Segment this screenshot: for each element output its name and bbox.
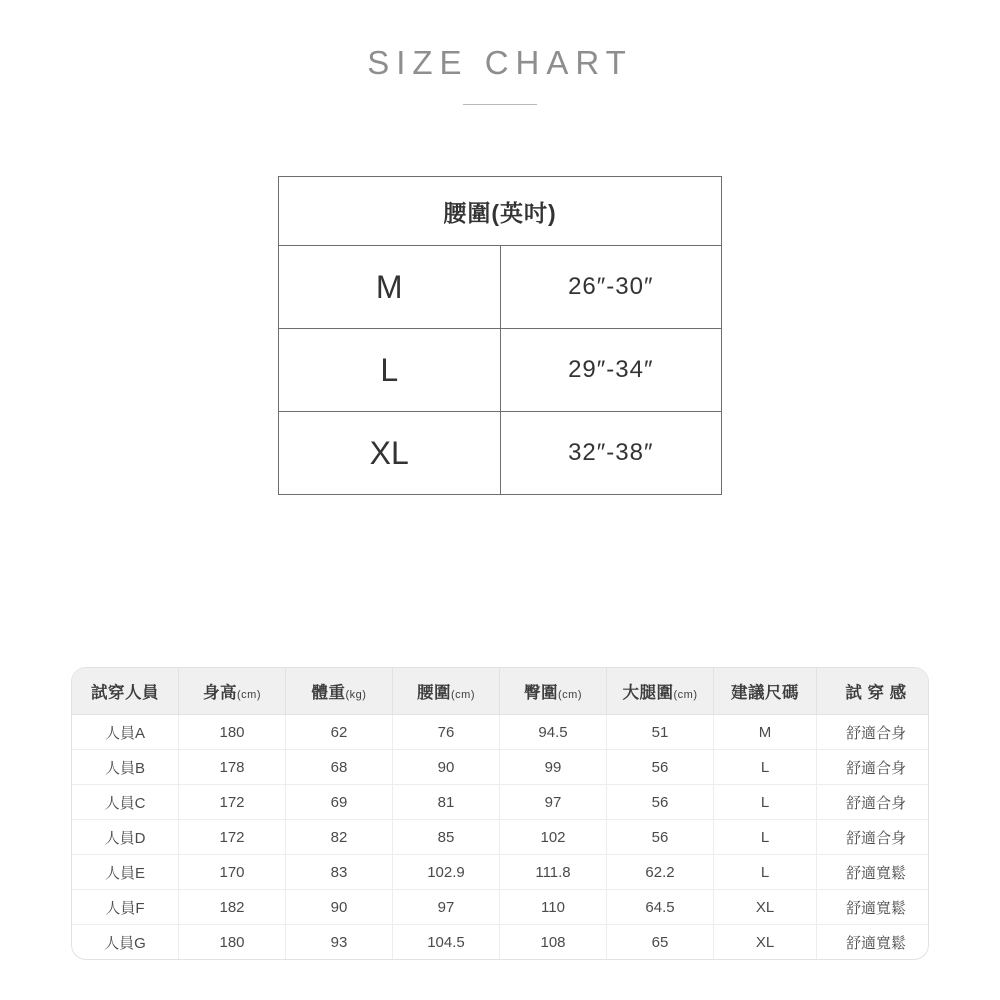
cell-size: L	[714, 855, 817, 890]
cell-weight: 90	[286, 890, 393, 925]
fitting-reference-table	[72, 668, 928, 959]
cell-hip: 97	[500, 785, 607, 820]
cell-feel: 舒適合身	[817, 785, 929, 820]
cell-height: 180	[179, 715, 286, 750]
cell-person: 人員B	[72, 750, 179, 785]
column-header-recommended-size: 建議尺碼	[714, 668, 817, 715]
cell-weight: 82	[286, 820, 393, 855]
size-range-l: 29″-34″	[500, 329, 722, 412]
cell-thigh: 56	[607, 820, 714, 855]
title-divider	[463, 104, 537, 105]
table-row	[72, 785, 928, 820]
cell-height: 180	[179, 925, 286, 960]
cell-size: L	[714, 750, 817, 785]
cell-person: 人員C	[72, 785, 179, 820]
cell-waist: 90	[393, 750, 500, 785]
cell-person: 人員F	[72, 890, 179, 925]
cell-hip: 110	[500, 890, 607, 925]
cell-hip: 102	[500, 820, 607, 855]
cell-person: 人員A	[72, 715, 179, 750]
column-header-person: 試穿人員	[72, 668, 179, 715]
column-header-waist: 腰圍(cm)	[393, 668, 500, 715]
cell-waist: 104.5	[393, 925, 500, 960]
cell-waist: 85	[393, 820, 500, 855]
cell-height: 182	[179, 890, 286, 925]
cell-thigh: 56	[607, 785, 714, 820]
cell-hip: 111.8	[500, 855, 607, 890]
cell-height: 172	[179, 785, 286, 820]
table-row	[72, 890, 928, 925]
cell-hip: 108	[500, 925, 607, 960]
table-row	[279, 246, 722, 329]
waist-size-table	[278, 176, 722, 495]
cell-height: 178	[179, 750, 286, 785]
cell-feel: 舒適寬鬆	[845, 934, 906, 952]
column-header-height: 身高(cm)	[179, 668, 286, 715]
cell-weight: 83	[286, 855, 393, 890]
table-row	[72, 820, 928, 855]
cell-weight: 69	[286, 785, 393, 820]
cell-person: 人員D	[72, 820, 179, 855]
cell-feel: 舒適寬鬆	[817, 890, 929, 925]
cell-thigh: 62.2	[607, 855, 714, 890]
page-title: SIZE CHART	[367, 44, 633, 81]
column-header-hip: 臀圍(cm)	[500, 668, 607, 715]
size-range-m: 26″-30″	[500, 246, 722, 329]
cell-size: L	[714, 820, 817, 855]
size-table-header: 腰圍(英吋)	[279, 177, 722, 246]
table-row	[72, 925, 928, 960]
cell-hip: 94.5	[500, 715, 607, 750]
cell-feel: 舒適合身	[817, 750, 929, 785]
cell-feel: 舒適合身	[817, 820, 929, 855]
column-header-fit-feel: 試 穿 感	[817, 668, 929, 715]
table-row	[279, 329, 722, 412]
table-row	[72, 750, 928, 785]
cell-feel: 舒適合身	[817, 715, 929, 750]
cell-waist: 81	[393, 785, 500, 820]
cell-person: 人員E	[72, 855, 179, 890]
cell-waist: 76	[393, 715, 500, 750]
table-row	[279, 177, 722, 246]
cell-size: XL	[714, 890, 817, 925]
column-header-weight: 體重(kg)	[286, 668, 393, 715]
cell-thigh: 65	[607, 925, 714, 960]
size-label-m: M	[279, 246, 501, 329]
cell-thigh: 56	[607, 750, 714, 785]
cell-size: M	[714, 715, 817, 750]
table-row	[72, 715, 928, 750]
cell-size: XL	[714, 925, 817, 960]
cell-height: 172	[179, 820, 286, 855]
table-header-row	[72, 668, 928, 715]
cell-waist: 97	[393, 890, 500, 925]
page-header	[0, 0, 1000, 105]
cell-weight: 62	[286, 715, 393, 750]
size-label-l: L	[279, 329, 501, 412]
size-range-xl: 32″-38″	[500, 412, 722, 495]
cell-person: 人員G	[72, 925, 179, 960]
cell-hip: 99	[500, 750, 607, 785]
table-row	[72, 855, 928, 890]
column-header-thigh: 大腿圍(cm)	[607, 668, 714, 715]
cell-thigh: 64.5	[607, 890, 714, 925]
cell-waist: 102.9	[393, 855, 500, 890]
cell-height: 170	[179, 855, 286, 890]
size-label-xl: XL	[279, 412, 501, 495]
cell-thigh: 51	[607, 715, 714, 750]
cell-feel: 舒適寬鬆	[817, 855, 929, 890]
cell-size: L	[714, 785, 817, 820]
cell-weight: 93	[286, 925, 393, 960]
table-row	[279, 412, 722, 495]
cell-weight: 68	[286, 750, 393, 785]
